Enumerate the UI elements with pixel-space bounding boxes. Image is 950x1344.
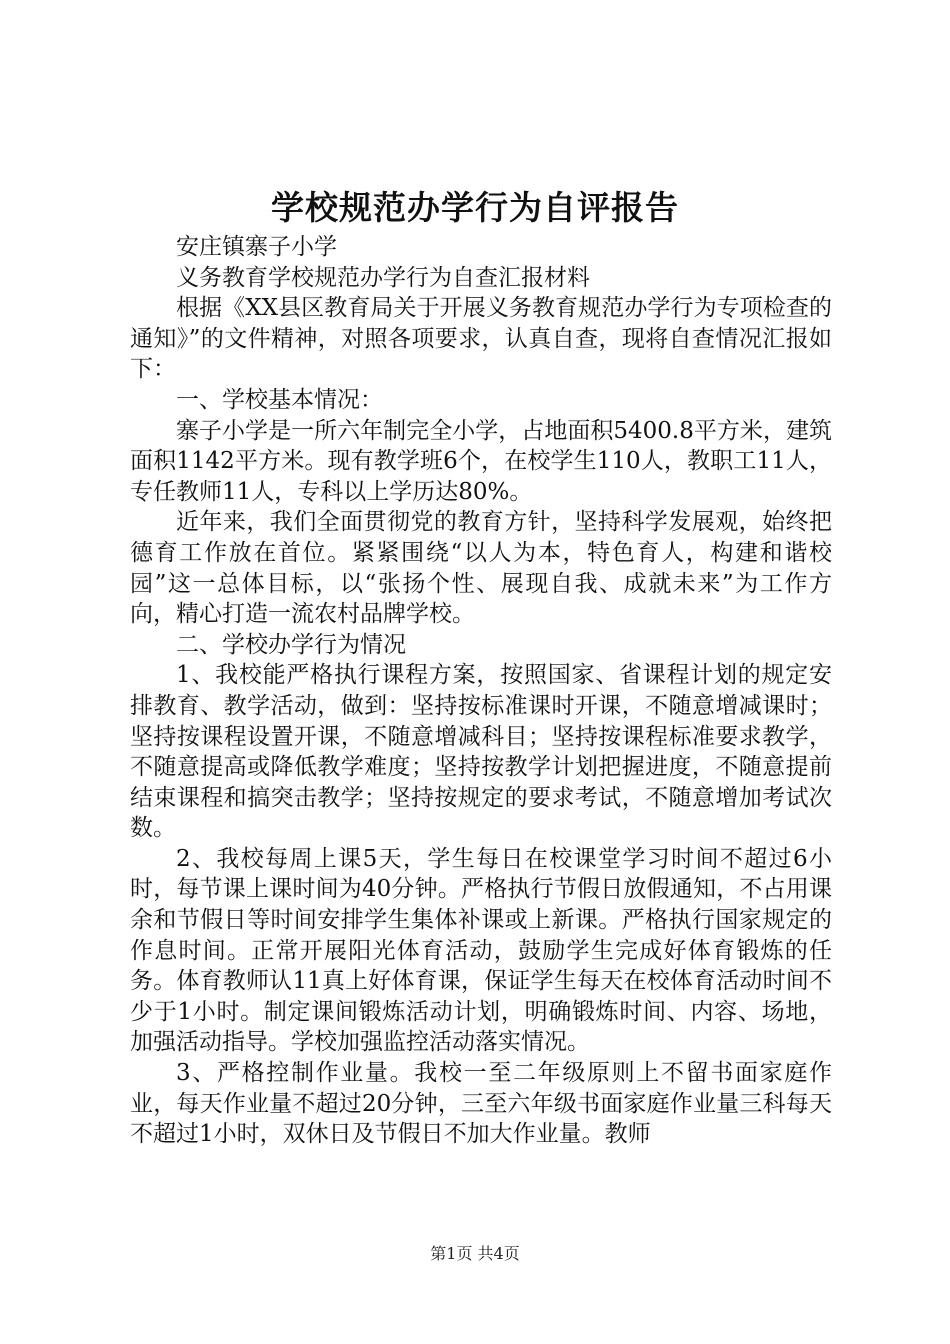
document-body (130, 232, 832, 1150)
paragraph-recent-years: 近年来，我们全面贯彻党的教育方针，坚持科学发展观，始终把德育工作放在首位。紧紧围绕“以人为本，特色育人，构建和谐校园”这一总体目标，以“张扬个性、展现自我、成就未来”为工作方向，精心打造一流农村品牌学校。 (130, 509, 832, 628)
paragraph-item-2: 2、我校每周上课5天，学生每日在校课堂学习时间不超过6小时，每节课上课时间为40分钟。严格执行节假日放假通知，不占用课余和节假日等时间安排学生集体补课或上新课。严格执行国家规定的作息时间。正常开展阳光体育活动，鼓励学生完成好体育锻炼的任务。体育教师认11真上好体育课，保证学生每天在校体育活动时间不少于1小时。制定课间锻炼活动计划，明确锻炼时间、内容、场地，加强活动指导。学校加强监控活动落实情况。 (130, 845, 832, 1056)
page-number-footer: 第1页 共4页 (430, 1244, 520, 1263)
section-heading-basic-info: 一、学校基本情况： (176, 386, 383, 413)
paragraph-report-subtitle: 义务教育学校规范办学行为自查汇报材料 (176, 264, 590, 291)
paragraph-item-3: 3、严格控制作业量。我校一至二年级原则上不留书面家庭作业，每天作业量不超过20分钟，三至六年级书面家庭作业量三科每天不超过1小时，双休日及节假日不加大作业量。教师 (130, 1060, 832, 1148)
paragraph-item-1: 1、我校能严格执行课程方案，按照国家、省课程计划的规定安排教育、教学活动，做到：坚持按标准课时开课，不随意增减课时；坚持按课程设置开课，不随意增减科目；坚持按课程标准要求教学，不随意提高或降低教学难度；坚持按教学计划把握进度，不随意提前结束课程和搞突击教学；坚持按规定的要求考试，不随意增加考试次数。 (130, 662, 832, 842)
section-heading-school-conduct: 二、学校办学行为情况 (176, 631, 406, 658)
paragraph-intro: 根据《XX县区教育局关于开展义务教育规范办学行为专项检查的通知》”的文件精神，对照各项要求，认真自查，现将自查情况汇报如下： (130, 295, 832, 383)
document-title: 学校规范办学行为自评报告 (271, 188, 679, 227)
paragraph-school-name: 安庄镇寨子小学 (176, 234, 337, 260)
paragraph-basic-info: 寨子小学是一所六年制完全小学，占地面积5400.8平方米，建筑面积1142平方米。现有教学班6个，在校学生110人，教职工11人，专任教师11人，专科以上学历达80%。 (130, 417, 832, 505)
